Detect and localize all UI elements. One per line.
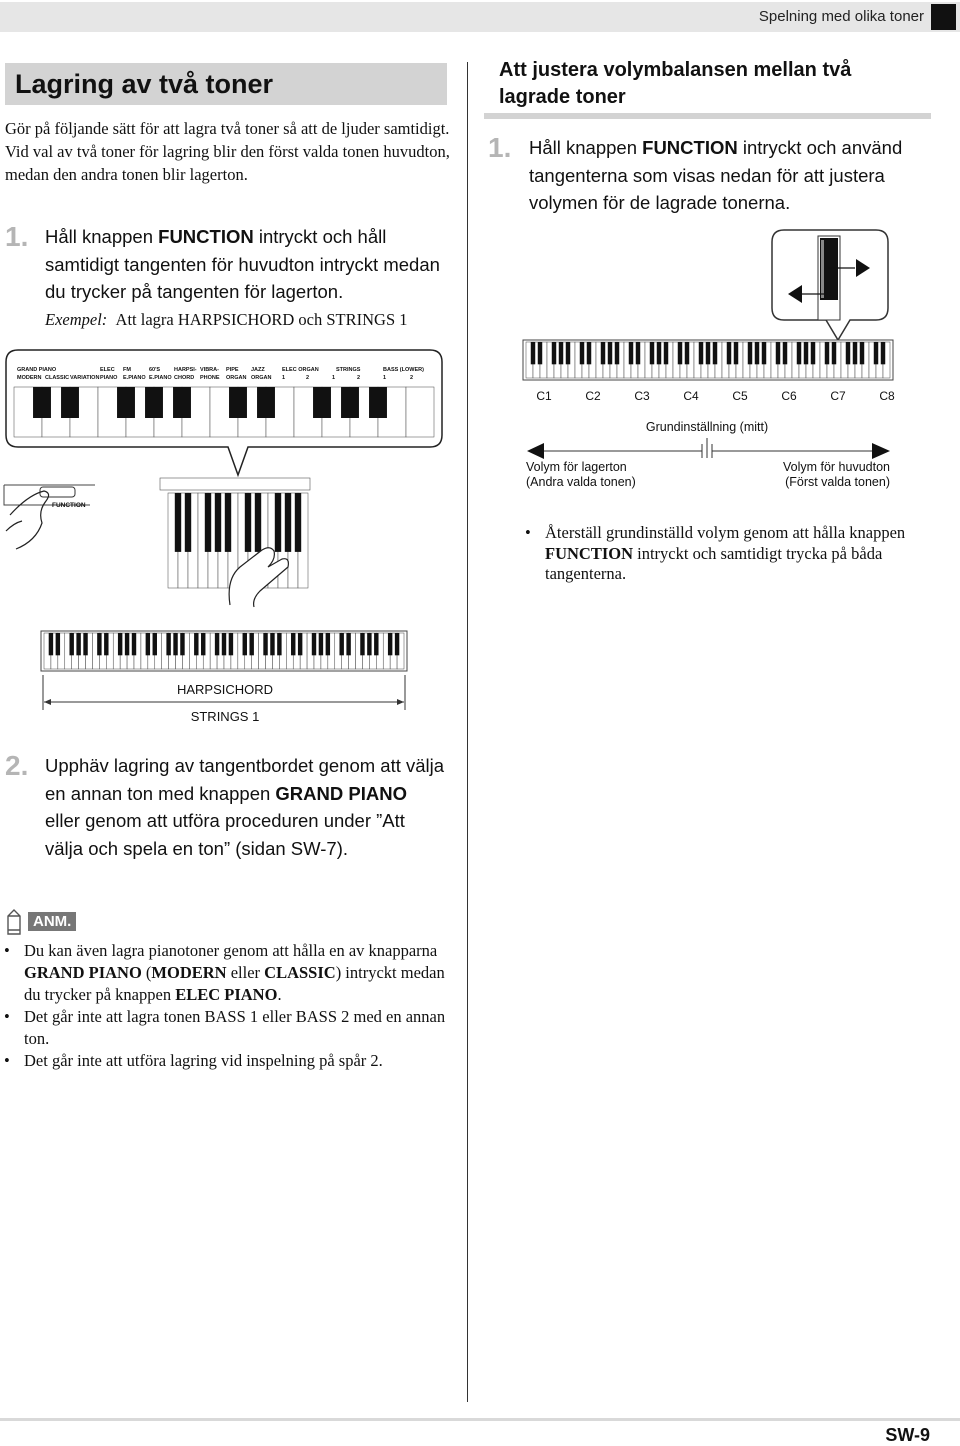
layer-black-key	[83, 633, 87, 655]
octave-black-key	[713, 342, 717, 364]
step1-left	[5, 223, 445, 330]
small-black-key	[245, 493, 251, 552]
small-black-key	[225, 493, 231, 552]
panel-label: CHORD	[174, 375, 195, 381]
header-marker	[931, 4, 956, 30]
example-line: Exempel: Att lagra HARPSICHORD och STRINGS 1	[45, 309, 408, 329]
octave-black-key	[804, 342, 808, 364]
octave-black-key	[811, 342, 815, 364]
octave-label: C8	[879, 389, 895, 403]
reset-item: • Återställ grundinställd volym genom att hålla knappen FUNCTION intryckt och samtidigt trycka på båda tangenterna.	[525, 523, 925, 585]
octave-black-key	[762, 342, 766, 364]
panel-label: 2	[410, 375, 414, 381]
octave-label: C5	[732, 389, 748, 403]
left-arrow-icon	[527, 443, 544, 459]
function-button-label: FUNCTION	[52, 502, 86, 509]
panel-label: MODERN	[17, 375, 42, 381]
panel-black-key	[33, 387, 51, 418]
layer-black-key	[277, 633, 281, 655]
panel-label: 60'S	[149, 367, 161, 373]
step-text: Upphäv lagring av tangentbordet genom att välja en annan ton med knappen GRAND PIANO eller genom att utföra proceduren under ”Att välja och spela en ton” (sidan SW-7).	[45, 755, 445, 859]
section-title: Lagring av två toner	[5, 63, 447, 105]
octave-black-key	[860, 342, 864, 364]
keyboard-keys	[44, 633, 404, 669]
octave-label: C6	[781, 389, 797, 403]
layer-black-key	[298, 633, 302, 655]
layer-black-key	[388, 633, 392, 655]
step-number: 1.	[488, 132, 512, 163]
note-header	[4, 908, 76, 936]
panel-label: E.PIANO	[123, 375, 146, 381]
layer-black-key	[360, 633, 364, 655]
panel-keyboard	[14, 387, 434, 437]
panel-label: GRAND PIANO	[17, 367, 57, 373]
octave-black-key	[706, 342, 710, 364]
intro-text: Gör på följande sätt för att lagra två toner så att de ljuder samtidigt. Vid val av två toner för lagring blir den först valda tonen huvudton, medan den andra tonen blir lagerton.	[5, 119, 450, 184]
octave-black-key	[601, 342, 605, 364]
panel-label: ELEC ORGAN	[282, 367, 319, 373]
note-list	[4, 940, 449, 1072]
right-section-title: Att justera volymbalansen mellan två lagrade toner	[499, 59, 852, 108]
layer-black-key	[374, 633, 378, 655]
step-number: 1.	[5, 221, 29, 252]
footer-line	[0, 1418, 960, 1421]
layer-black-key	[319, 633, 323, 655]
layer-black-key	[395, 633, 399, 655]
panel-label: FM	[123, 367, 131, 373]
volume-range-diagram	[522, 416, 902, 496]
small-black-key	[275, 493, 281, 552]
panel-label: BASS (LOWER)	[383, 367, 424, 373]
octave-black-key	[881, 342, 885, 364]
step2	[5, 752, 445, 862]
right-arrow-icon	[872, 443, 890, 459]
left-hand-icon	[10, 491, 49, 549]
small-black-key	[255, 493, 261, 552]
panel-label: 1	[383, 375, 387, 381]
octave-black-key	[657, 342, 661, 364]
note-item: • Du kan även lagra pianotoner genom att hålla en av knapparna GRAND PIANO (MODERN eller CLASSIC) intryckt medan du trycker på knappen ELEC PIANO.	[4, 940, 449, 1006]
layer-keyboard	[40, 630, 410, 730]
panel-label: PHONE	[200, 375, 220, 381]
octave-black-key	[734, 342, 738, 364]
layer-volume-label: Volym för lagerton	[526, 460, 627, 474]
layer-black-key	[104, 633, 108, 655]
octave-black-key	[685, 342, 689, 364]
panel-black-key	[369, 387, 387, 418]
reset-note	[525, 523, 925, 585]
layer-black-key	[132, 633, 136, 655]
layer-black-key	[180, 633, 184, 655]
function-button-illustration	[4, 485, 95, 549]
panel-black-key	[313, 387, 331, 418]
octave-black-key	[650, 342, 654, 364]
layer-black-key	[56, 633, 60, 655]
layer-black-key	[215, 633, 219, 655]
layer-black-key	[291, 633, 295, 655]
header-title: Spelning med olika toner	[758, 8, 924, 25]
layer-black-key	[69, 633, 73, 655]
small-black-key	[285, 493, 291, 552]
panel-label: HARPSI-	[174, 367, 197, 373]
layer-black-key	[146, 633, 150, 655]
octave-black-key	[699, 342, 703, 364]
panel-black-key	[341, 387, 359, 418]
octave-black-key	[853, 342, 857, 364]
layer-black-key	[76, 633, 80, 655]
octave-keyboard	[522, 338, 897, 408]
octave-black-key	[664, 342, 668, 364]
small-black-key	[215, 493, 221, 552]
layer1-label: HARPSICHORD	[176, 682, 274, 697]
layer-black-key	[270, 633, 274, 655]
small-black-key	[205, 493, 211, 552]
main-volume-sub: (Först valda tonen)	[785, 475, 890, 489]
layer-black-key	[229, 633, 233, 655]
layer-black-key	[49, 633, 53, 655]
layer-black-key	[173, 633, 177, 655]
octave-black-key	[678, 342, 682, 364]
layer-black-key	[222, 633, 226, 655]
octave-black-key	[748, 342, 752, 364]
panel-label: VARIATION	[70, 375, 100, 381]
panel-white-key	[406, 387, 434, 437]
function-key-label: FUNCTION	[158, 226, 254, 247]
page-number: SW-9	[885, 1425, 930, 1445]
main-volume-label: Volym för huvudton	[782, 460, 890, 474]
octave-black-key	[559, 342, 563, 364]
panel-label: 1	[332, 375, 336, 381]
octave-black-key	[727, 342, 731, 364]
octave-black-key	[608, 342, 612, 364]
layer-black-key	[153, 633, 157, 655]
small-black-key	[185, 493, 191, 552]
panel-label: PIANO	[100, 375, 118, 381]
octave-black-key	[629, 342, 633, 364]
octave-label: C7	[830, 389, 846, 403]
octave-black-key	[825, 342, 829, 364]
layer-black-key	[125, 633, 129, 655]
octave-black-key	[615, 342, 619, 364]
panel-black-key	[145, 387, 163, 418]
panel-black-key	[229, 387, 247, 418]
layer-black-key	[339, 633, 343, 655]
panel-label: ELEC	[100, 367, 115, 373]
layer-black-key	[201, 633, 205, 655]
panel-label: ORGAN	[226, 375, 247, 381]
octave-label: C4	[683, 389, 699, 403]
layer-black-key	[249, 633, 253, 655]
octave-black-key	[797, 342, 801, 364]
layer-black-key	[194, 633, 198, 655]
pencil-icon	[4, 908, 24, 936]
layer2-label: STRINGS 1	[190, 709, 260, 724]
panel-label: CLASSIC	[45, 375, 70, 381]
small-black-key	[175, 493, 181, 552]
panel-black-key	[257, 387, 275, 418]
panel-label: STRINGS	[336, 367, 361, 373]
panel-black-key	[117, 387, 135, 418]
panel-label: JAZZ	[251, 367, 265, 373]
octave-black-key	[580, 342, 584, 364]
layer-black-key	[312, 633, 316, 655]
keyboard-keys	[526, 342, 890, 378]
key-zoom-callout	[770, 228, 892, 348]
step-text: Håll knappen FUNCTION intryckt och håll samtidigt tangenten för huvudton intryckt medan du trycker på tangenten för lagerton.	[45, 226, 440, 302]
panel-label: VIBRA-	[200, 367, 219, 373]
octave-black-key	[538, 342, 542, 364]
panel-label: ORGAN	[251, 375, 272, 381]
layer-black-key	[166, 633, 170, 655]
octave-label: C3	[634, 389, 650, 403]
panel-black-key	[61, 387, 79, 418]
default-setting-label: Grundinställning (mitt)	[645, 420, 769, 434]
layer-black-key	[97, 633, 101, 655]
column-divider	[467, 62, 468, 1402]
layer-black-key	[263, 633, 267, 655]
octave-black-key	[846, 342, 850, 364]
octave-black-key	[552, 342, 556, 364]
layer-black-key	[367, 633, 371, 655]
octave-black-key	[783, 342, 787, 364]
octave-labels	[536, 389, 895, 403]
layer-black-key	[243, 633, 247, 655]
step1-right	[488, 134, 928, 217]
octave-label: C1	[536, 389, 552, 403]
step-number: 2.	[5, 750, 29, 781]
panel-label: E.PIANO	[149, 375, 172, 381]
octave-black-key	[636, 342, 640, 364]
panel-black-key	[173, 387, 191, 418]
panel-diagram	[0, 345, 450, 610]
layer-black-key	[118, 633, 122, 655]
panel-label: PIPE	[226, 367, 239, 373]
note-item: • Det går inte att utföra lagring vid inspelning på spår 2.	[4, 1050, 449, 1072]
octave-black-key	[531, 342, 535, 364]
octave-black-key	[832, 342, 836, 364]
octave-black-key	[776, 342, 780, 364]
octave-black-key	[566, 342, 570, 364]
step-text: Håll knappen FUNCTION intryckt och använd tangenterna som visas nedan för att justera volymen för de lagrade tonerna.	[529, 137, 903, 213]
layer-black-key	[346, 633, 350, 655]
title-rule	[484, 113, 931, 119]
panel-label: 2	[306, 375, 310, 381]
octave-black-key	[587, 342, 591, 364]
note-item: • Det går inte att lagra tonen BASS 1 eller BASS 2 med en annan ton.	[4, 1006, 449, 1050]
panel-label: 2	[357, 375, 361, 381]
note-badge: ANM.	[28, 912, 76, 931]
layer-volume-sub: (Andra valda tonen)	[526, 475, 636, 489]
layer-black-key	[326, 633, 330, 655]
panel-label: 1	[282, 375, 286, 381]
small-black-key	[295, 493, 301, 552]
octave-black-key	[755, 342, 759, 364]
octave-black-key	[874, 342, 878, 364]
octave-label: C2	[585, 389, 601, 403]
